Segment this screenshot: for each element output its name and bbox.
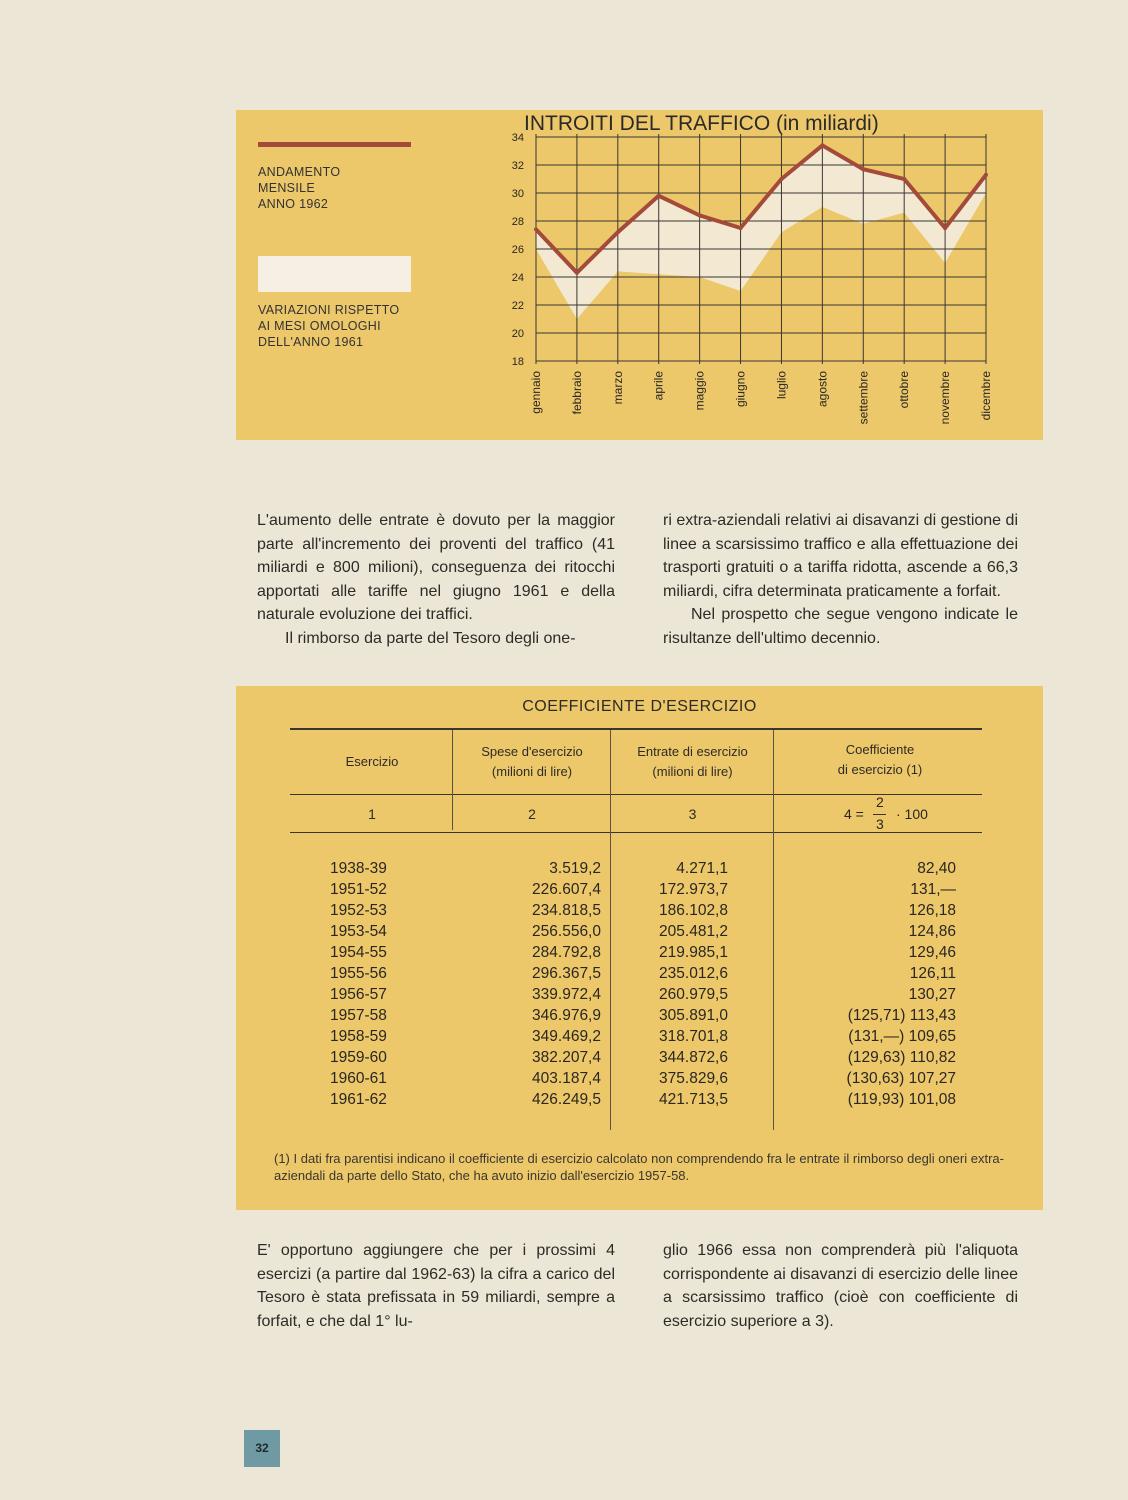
data-point-febbraio xyxy=(575,271,579,275)
x-tick-label-giugno: giugno xyxy=(733,371,748,408)
cell-coefficiente: 131,— xyxy=(910,881,956,898)
cell-esercizio: 1953-54 xyxy=(330,923,387,940)
cell-coefficiente: 126,11 xyxy=(909,965,956,982)
x-tick-label-agosto: agosto xyxy=(815,371,830,408)
table-row xyxy=(236,944,1043,965)
chart-panel xyxy=(236,110,1043,440)
cell-spese: 284.792,8 xyxy=(532,944,601,961)
cell-esercizio: 1956-57 xyxy=(330,986,387,1003)
x-tick-label-settembre: settembre xyxy=(856,371,871,425)
col-divider-1 xyxy=(452,730,453,830)
cell-esercizio: 1961-62 xyxy=(330,1091,387,1108)
cell-coefficiente: 124,86 xyxy=(908,923,956,940)
colnum-1: 1 xyxy=(368,806,376,822)
cell-spese: 349.469,2 xyxy=(532,1028,601,1045)
bottom-left-text: E' opportuno aggiungere che per i prossimi 4 esercizi (a partire dal 1962-63) la cifra a carico del Tesoro è stata prefissata in 59 miliardi, sempre a forfait, e che dal 1° lu- xyxy=(257,1242,615,1330)
cell-entrate: 219.985,1 xyxy=(659,944,728,961)
cell-spese: 426.249,5 xyxy=(532,1091,601,1108)
data-point-gennaio xyxy=(534,227,538,231)
cell-entrate: 421.713,5 xyxy=(659,1091,728,1108)
table-title: COEFFICIENTE D'ESERCIZIO xyxy=(522,698,757,715)
left-paragraph-2: Il rimborso da parte del Tesoro degli one- xyxy=(285,629,576,647)
data-point-maggio xyxy=(698,213,702,217)
cell-coefficiente: (125,71) 113,43 xyxy=(847,1007,956,1024)
table-colnum-rule xyxy=(290,832,982,833)
right-column-text xyxy=(663,509,1018,650)
cell-entrate: 186.102,8 xyxy=(659,902,728,919)
y-tick-label: 26 xyxy=(511,244,524,256)
x-tick-label-novembre: novembre xyxy=(938,371,953,425)
data-point-giugno xyxy=(739,226,743,230)
cell-spese: 346.976,9 xyxy=(532,1007,601,1024)
table-row xyxy=(236,986,1043,1007)
table-row xyxy=(236,902,1043,923)
page-number-box xyxy=(244,1430,280,1467)
fraction-bar xyxy=(873,814,886,815)
cell-esercizio: 1951-52 xyxy=(330,881,387,898)
colnum-2: 2 xyxy=(528,806,536,822)
cell-entrate: 305.891,0 xyxy=(659,1007,728,1024)
data-point-novembre xyxy=(943,226,947,230)
table-row xyxy=(236,881,1043,902)
cell-esercizio: 1954-55 xyxy=(330,944,387,961)
table-row xyxy=(236,1028,1043,1049)
table-row xyxy=(236,923,1043,944)
header-esercizio: Esercizio xyxy=(345,754,399,769)
x-tick-label-aprile: aprile xyxy=(651,371,666,401)
y-tick-label: 24 xyxy=(511,272,524,284)
cell-coefficiente: (130,63) 107,27 xyxy=(846,1070,956,1087)
cell-coefficiente: 82,40 xyxy=(917,860,956,877)
cell-coefficiente: 130,27 xyxy=(908,986,956,1003)
x-tick-label-febbraio: febbraio xyxy=(569,371,584,415)
cell-spese: 296.367,5 xyxy=(532,965,601,982)
cell-coefficiente: (119,93) 101,08 xyxy=(847,1091,956,1108)
data-point-luglio xyxy=(779,177,783,181)
cell-entrate: 318.701,8 xyxy=(659,1028,728,1045)
cell-entrate: 375.829,6 xyxy=(659,1070,728,1087)
x-tick-label-dicembre: dicembre xyxy=(979,371,993,421)
cell-esercizio: 1958-59 xyxy=(330,1028,387,1045)
x-tick-label-luglio: luglio xyxy=(774,371,789,400)
table-row xyxy=(236,1007,1043,1028)
cell-spese: 403.187,4 xyxy=(532,1070,601,1087)
cell-esercizio: 1938-39 xyxy=(330,860,387,877)
cell-spese: 226.607,4 xyxy=(532,881,601,898)
y-tick-label: 20 xyxy=(511,328,524,340)
table-footnote: (1) I dati fra parentisi indicano il coefficiente di esercizio calcolato non comprendendo fra le entrate il rimborso degli oneri extra-aziendali da parte dello Stato, che ha avuto inizio dall'esercizio 1957-58. xyxy=(274,1151,1004,1183)
table-panel: COEFFICIENTE D'ESERCIZIO Esercizio Spese d'esercizio (milioni di lire) Entrate di esercizio (milioni di lire) Coefficiente di esercizio (1) 1 2 3 4 = 2 3 · 100 1938-39 3.519,2 4.271,1 82,40 1951-52 226.607,4 172.973,7 131,— 1952-53 234.818,5 186.102,8 126,18 1953-54 256.556,0 205.481,2 124,86 1954-55 284.792,8 219.985,1 129,46 1955-56 296.367,5 235.012,6 126,11 1956-57 339.972,4 260.979,5 130,27 1957-58 346.976,9 305.891,0 (125,71) 113,43 1958-59 349.469,2 318.701,8 (131,—) 109,65 1959-60 382.207,4 344.872,6 (129,63) 110,82 1960-61 403.187,4 375.829,6 (130,63) 107,27 1961-62 426.249,5 421.713,5 (119,93) 101,08 (1) I dati fra parentisi indicano il coefficiente di esercizio calcolato non comprendendo fra le entrate il rimborso degli oneri extra-aziendali da parte dello Stato, che ha avuto inizio dall'esercizio 1957-58. xyxy=(236,686,1043,1210)
data-point-ottobre xyxy=(902,177,906,181)
y-tick-label: 34 xyxy=(511,132,524,144)
table-row xyxy=(236,860,1043,881)
cell-entrate: 344.872,6 xyxy=(659,1049,728,1066)
left-paragraph-1: L'aumento delle entrate è dovuto per la maggior parte all'incremento dei proventi del traffico (41 miliardi e 800 milioni), conseguenza dei ritocchi apportati alle tariffe nel giugno 1961 e della naturale evoluzione dei traffici. xyxy=(257,512,615,623)
table-row xyxy=(236,1091,1043,1112)
cell-esercizio: 1959-60 xyxy=(330,1049,387,1066)
cell-esercizio: 1952-53 xyxy=(330,902,387,919)
chart-title: INTROITI DEL TRAFFICO (in miliardi) xyxy=(524,112,879,135)
cell-entrate: 235.012,6 xyxy=(659,965,728,982)
y-tick-label: 32 xyxy=(511,160,524,172)
header-coefficiente: Coefficiente di esercizio (1) xyxy=(837,742,923,777)
cell-coefficiente: (129,63) 110,82 xyxy=(847,1049,956,1066)
left-column-text xyxy=(257,509,615,650)
legend-variation: VARIAZIONI RISPETTO AI MESI OMOLOGHI DELL'ANNO 1961 xyxy=(258,303,400,349)
cell-spese: 382.207,4 xyxy=(532,1049,601,1066)
right-paragraph-2: Nel prospetto che segue vengono indicate le risultanze dell'ultimo decennio. xyxy=(663,606,1018,647)
cell-entrate: 172.973,7 xyxy=(659,881,728,898)
x-tick-label-marzo: marzo xyxy=(610,371,625,405)
cell-spese: 256.556,0 xyxy=(532,923,601,940)
table-row xyxy=(236,965,1043,986)
cell-entrate: 205.481,2 xyxy=(659,923,728,940)
x-tick-label-maggio: maggio xyxy=(692,371,707,411)
cell-esercizio: 1957-58 xyxy=(330,1007,387,1024)
cell-entrate: 4.271,1 xyxy=(676,860,728,877)
cell-coefficiente: 129,46 xyxy=(908,944,956,961)
data-point-marzo xyxy=(616,230,620,234)
cell-coefficiente: 126,18 xyxy=(908,902,956,919)
cell-spese: 3.519,2 xyxy=(549,860,601,877)
x-tick-label-gennaio: gennaio xyxy=(529,371,543,414)
chart-plot xyxy=(236,110,1043,440)
right-paragraph-1: ri extra-aziendali relativi ai disavanzi di gestione di linee a scarsissimo traffico e alla effettuazione dei trasporti gratuiti o a tariffa ridotta, ascende a 66,3 miliardi, cifra determinata praticamente a forfait. xyxy=(663,512,1018,600)
bottom-right-text: glio 1966 essa non comprenderà più l'aliquota corrispondente ai disavanzi di esercizio delle linee a scarsissimo traffico (cioè con coefficiente di esercizio superiore a 3). xyxy=(663,1242,1018,1330)
data-point-aprile xyxy=(657,194,661,198)
cell-esercizio: 1960-61 xyxy=(330,1070,387,1087)
cell-spese: 339.972,4 xyxy=(532,986,601,1003)
header-entrate: Entrate di esercizio (milioni di lire) xyxy=(637,744,748,779)
variation-band xyxy=(536,145,986,319)
legend-main: ANDAMENTO MENSILE ANNO 1962 xyxy=(258,165,341,211)
data-point-settembre xyxy=(861,167,865,171)
header-spese: Spese d'esercizio (milioni di lire) xyxy=(481,744,583,779)
data-point-dicembre xyxy=(984,173,988,177)
cell-spese: 234.818,5 xyxy=(532,902,601,919)
page-number: 32 xyxy=(255,1441,269,1455)
cell-coefficiente: (131,—) 109,65 xyxy=(848,1028,956,1045)
y-tick-label: 30 xyxy=(511,188,524,200)
y-tick-label: 18 xyxy=(511,356,524,368)
table-row xyxy=(236,1049,1043,1070)
y-tick-label: 28 xyxy=(511,216,524,228)
y-tick-label: 22 xyxy=(511,300,524,312)
x-tick-label-ottobre: ottobre xyxy=(897,371,912,409)
data-point-agosto xyxy=(820,143,824,147)
cell-esercizio: 1955-56 xyxy=(330,965,387,982)
colnum-3: 3 xyxy=(688,806,697,822)
table-row xyxy=(236,1070,1043,1091)
table-top-rule xyxy=(290,728,982,730)
cell-entrate: 260.979,5 xyxy=(659,986,728,1003)
